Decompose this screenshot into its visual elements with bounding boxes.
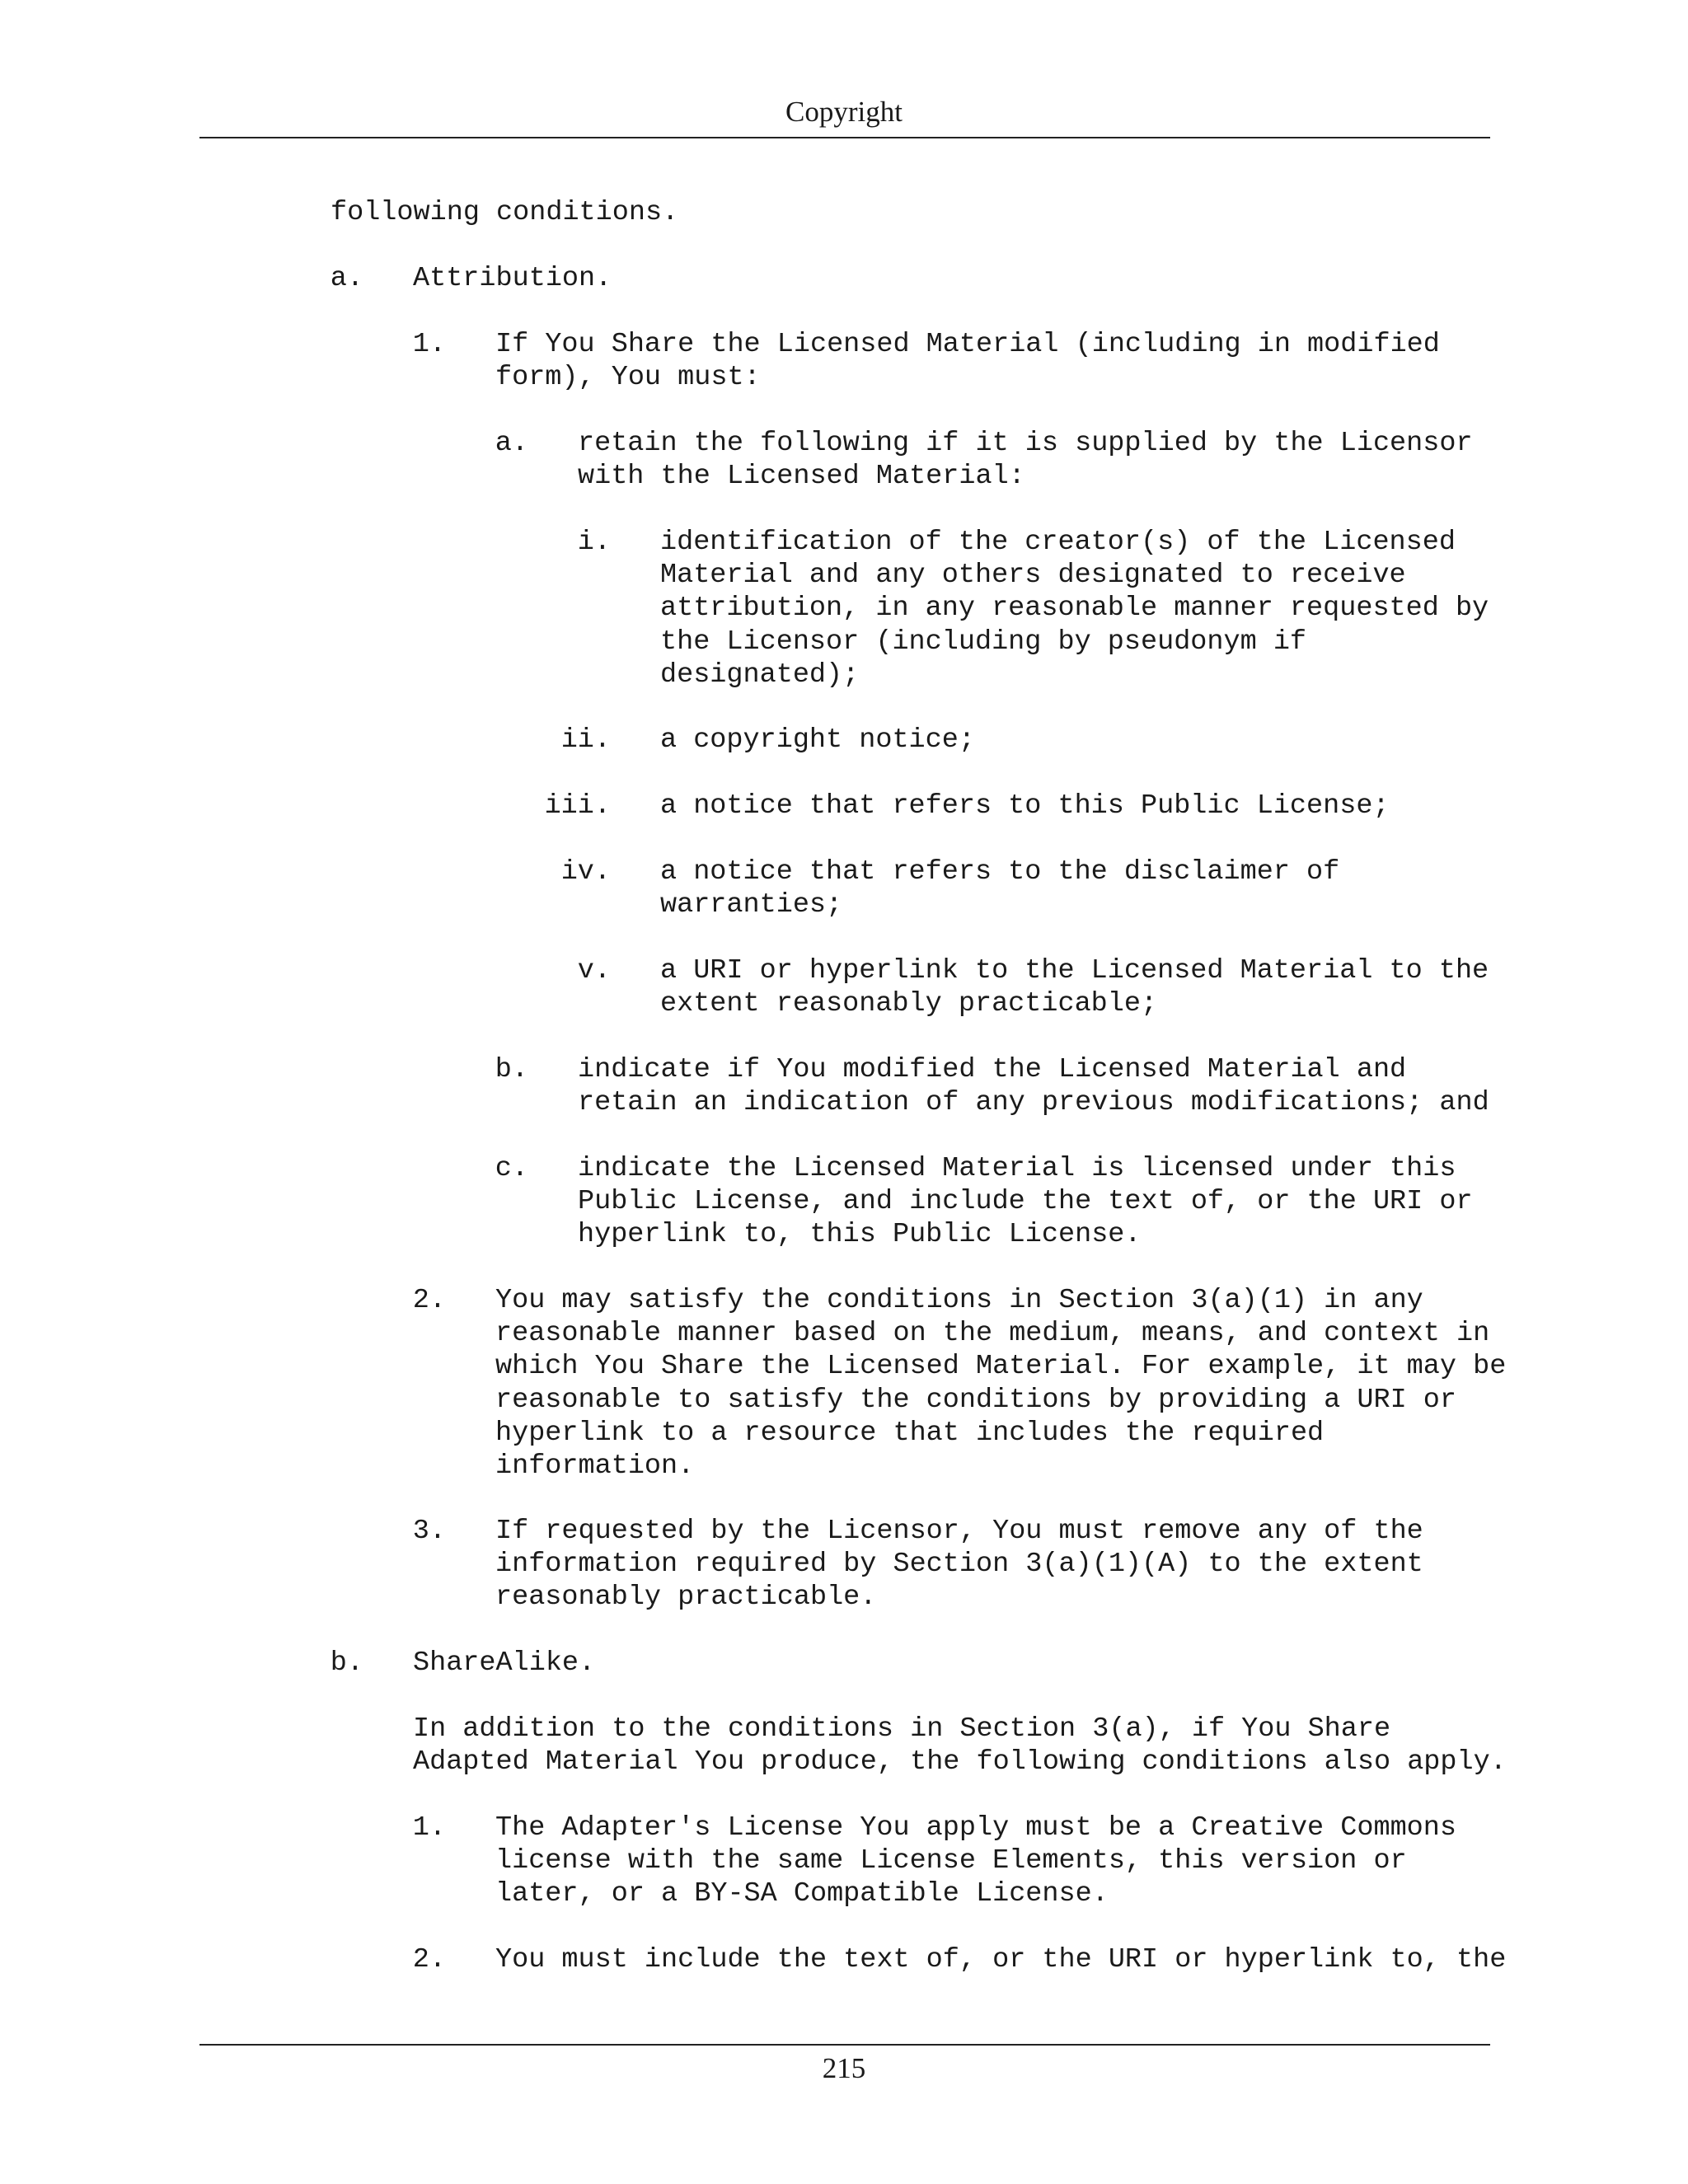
section-heading-sharealike: ShareAlike. [413, 1647, 596, 1679]
list-marker: i. [577, 527, 611, 558]
list-item-text: If requested by the Licensor, You must remove any of the information required by Section 3(a)(1)(A) to the extent reasonably practicable. [495, 1516, 1423, 1614]
list-item-text: a notice that refers to the disclaimer of warranties; [660, 856, 1340, 921]
list-item-text: a URI or hyperlink to the Licensed Material to the extent reasonably practicable; [660, 955, 1489, 1020]
list-marker: iv. [560, 856, 611, 888]
list-marker: c. [495, 1153, 528, 1184]
list-item-text: You must include the text of, or the URI or hyperlink to, the [495, 1944, 1507, 1975]
list-marker: 1. [412, 329, 446, 360]
list-marker: a. [495, 428, 528, 459]
list-item-text: identification of the creator(s) of the Licensed Material and any others designated to receive attribution, in any reasonable manner requested by the Licensor (including by pseudonym if designated); [660, 527, 1489, 691]
list-marker: v. [577, 955, 611, 987]
list-item-text: indicate the Licensed Material is licensed under this Public License, and include the text of, or the URI or hyperlink to, this Public License. [578, 1153, 1473, 1251]
page-header-title: Copyright [785, 96, 903, 128]
list-marker: 3. [412, 1516, 446, 1547]
intro-text: following conditions. [331, 197, 679, 228]
list-item-text: indicate if You modified the Licensed Material and retain an indication of any previous modifications; and [578, 1054, 1489, 1119]
list-item-text: If You Share the Licensed Material (including in modified form), You must: [495, 329, 1440, 394]
list-item-text: You may satisfy the conditions in Section 3(a)(1) in any reasonable manner based on the medium, means, and context in which You Share the Licensed Material. For example, it may be reasonable to satisfy the conditions by providing a URI or hyperlink to a resource that includes the required information. [495, 1285, 1507, 1483]
list-item-text: a notice that refers to this Public License; [660, 790, 1390, 822]
list-marker: a. [330, 263, 363, 294]
list-item-text: retain the following if it is supplied by the Licensor with the Licensed Material: [578, 428, 1473, 493]
page-number: 215 [822, 2052, 866, 2084]
list-marker: 2. [412, 1285, 446, 1316]
list-item-text: a copyright notice; [660, 724, 975, 756]
sharealike-paragraph: In addition to the conditions in Section 3(a), if You Share Adapted Material You produce, the following conditions also apply. [413, 1713, 1507, 1779]
list-item-text: The Adapter's License You apply must be a Creative Commons license with the same License Elements, this version or later, or a BY-SA Compatible License. [495, 1812, 1456, 1910]
list-marker: b. [330, 1647, 363, 1679]
list-marker: iii. [544, 790, 611, 822]
list-marker: 2. [412, 1944, 446, 1975]
footer-divider [199, 2044, 1490, 2046]
list-marker: 1. [412, 1812, 446, 1844]
section-heading-attribution: Attribution. [413, 263, 612, 294]
list-marker: ii. [560, 724, 611, 756]
list-marker: b. [495, 1054, 528, 1085]
